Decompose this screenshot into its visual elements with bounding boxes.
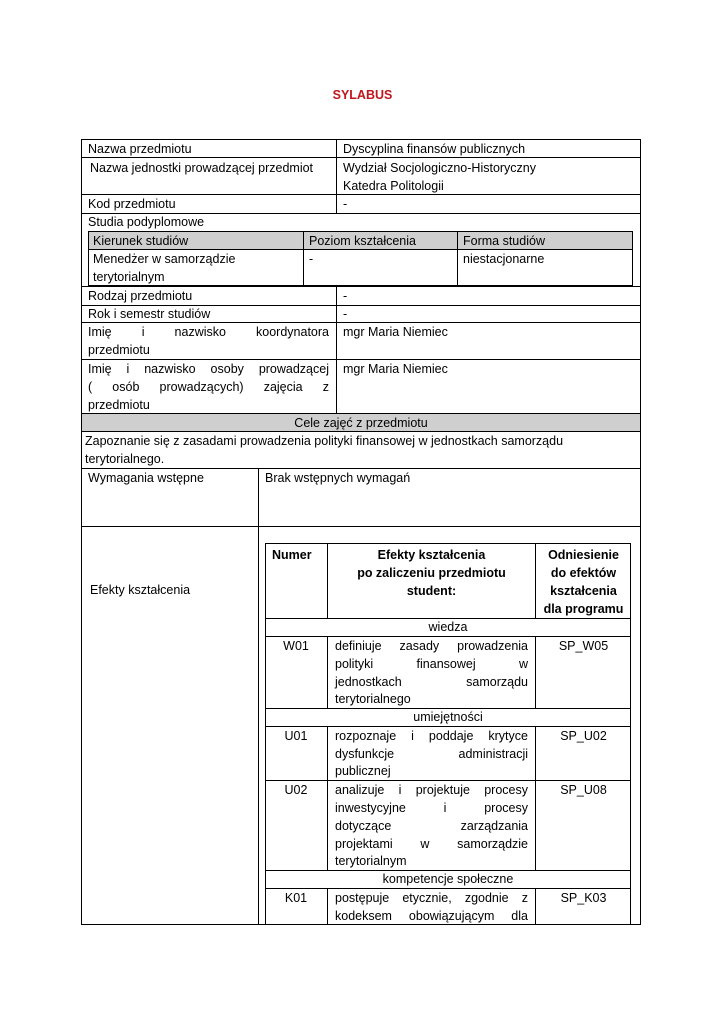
teacher-value: mgr Maria Niemiec [343,362,448,376]
section-skills: umiejętności [413,710,483,724]
studies-label: Studia podyplomowe [88,215,205,229]
studies-form-value: niestacjonarne [463,252,545,266]
outcome-text-line: terytorialnego [335,692,411,706]
teacher-label-line3: przedmiotu [88,398,150,412]
code-value: - [343,197,348,211]
outcome-text-line: polityki finansowej w [335,657,528,671]
outcomes-header-reference: Odniesienie do efektów kształcenia dla programu [543,548,624,616]
outcome-text-line: projektami w samorządzie [335,837,528,851]
outcome-text-line: terytorialnym [335,854,407,868]
outcome-text-line: definiuje zasady prowadzenia [335,639,528,653]
outcome-text-line: jednostkach samorządu [335,675,528,689]
goals-text-line2: terytorialnego. [85,452,165,466]
section-competences: kompetencje społeczne [382,872,514,886]
type-value: - [343,289,348,303]
subject-name-value: Dyscyplina finansów publicznych [343,142,526,156]
teacher-label-line2: ( osób prowadzących) zajęcia z [88,380,329,394]
outcome-reference: SP_U02 [560,729,607,743]
outcome-text-line: publicznej [335,764,391,778]
document-title: SYLABUS [332,88,393,102]
requirements-value: Brak wstępnych wymagań [265,471,411,485]
studies-header-direction: Kierunek studiów [93,234,189,248]
unit-label: Nazwa jednostki prowadzącej przedmiot [90,161,314,175]
goals-text-line1: Zapoznanie się z zasadami prowadzenia polityki finansowej w jednostkach samorządu [85,434,564,448]
outcome-reference: SP_U08 [560,783,607,797]
outcome-reference: SP_K03 [560,891,607,905]
outcome-text-line: dotyczące zarządzania [335,819,528,833]
code-label: Kod przedmiotu [88,197,176,211]
studies-direction-line1: Menedżer w samorządzie [93,252,236,266]
studies-header-level: Poziom kształcenia [309,234,416,248]
outcomes-header-effects: Efekty kształcenia po zaliczeniu przedmiotu student: [357,548,506,598]
outcome-text-line: rozpoznaje i poddaje krytyce [335,729,528,743]
studies-direction-line2: terytorialnym [93,270,165,284]
outcome-code: K01 [284,891,308,905]
teacher-label-line1: Imię i nazwisko osoby prowadzącej [88,362,329,376]
outcomes-label: Efekty kształcenia [90,583,191,597]
type-label: Rodzaj przedmiotu [88,289,193,303]
unit-value-department: Katedra Politologii [343,179,444,193]
outcome-code: U01 [284,729,308,743]
outcome-code: W01 [283,639,309,653]
section-knowledge: wiedza [428,620,468,634]
outcome-reference: SP_W05 [558,639,609,653]
outcome-text-line: analizuje i projektuje procesy [335,783,528,797]
year-label: Rok i semestr studiów [88,307,211,321]
coordinator-label-line2: przedmiotu [88,343,150,357]
unit-value-faculty: Wydział Socjologiczno-Historyczny [343,161,537,175]
coordinator-value: mgr Maria Niemiec [343,325,448,339]
requirements-label: Wymagania wstępne [88,471,204,485]
outcome-code: U02 [284,783,308,797]
outcome-text-line: kodeksem obowiązującym dla [335,909,528,923]
year-value: - [343,307,348,321]
coordinator-label-line1: Imię i nazwisko koordynatora [88,325,329,339]
subject-name-label: Nazwa przedmiotu [88,142,192,156]
goals-header: Cele zajęć z przedmiotu [294,416,428,430]
studies-header-form: Forma studiów [463,234,545,248]
outcome-text-line: postępuje etycznie, zgodnie z [335,891,528,905]
outcomes-header-number: Numer [272,548,312,562]
studies-level-value: - [309,252,314,266]
outcome-text-line: inwestycyjne i procesy [335,801,528,815]
outcome-text-line: dysfunkcje administracji [335,747,528,761]
